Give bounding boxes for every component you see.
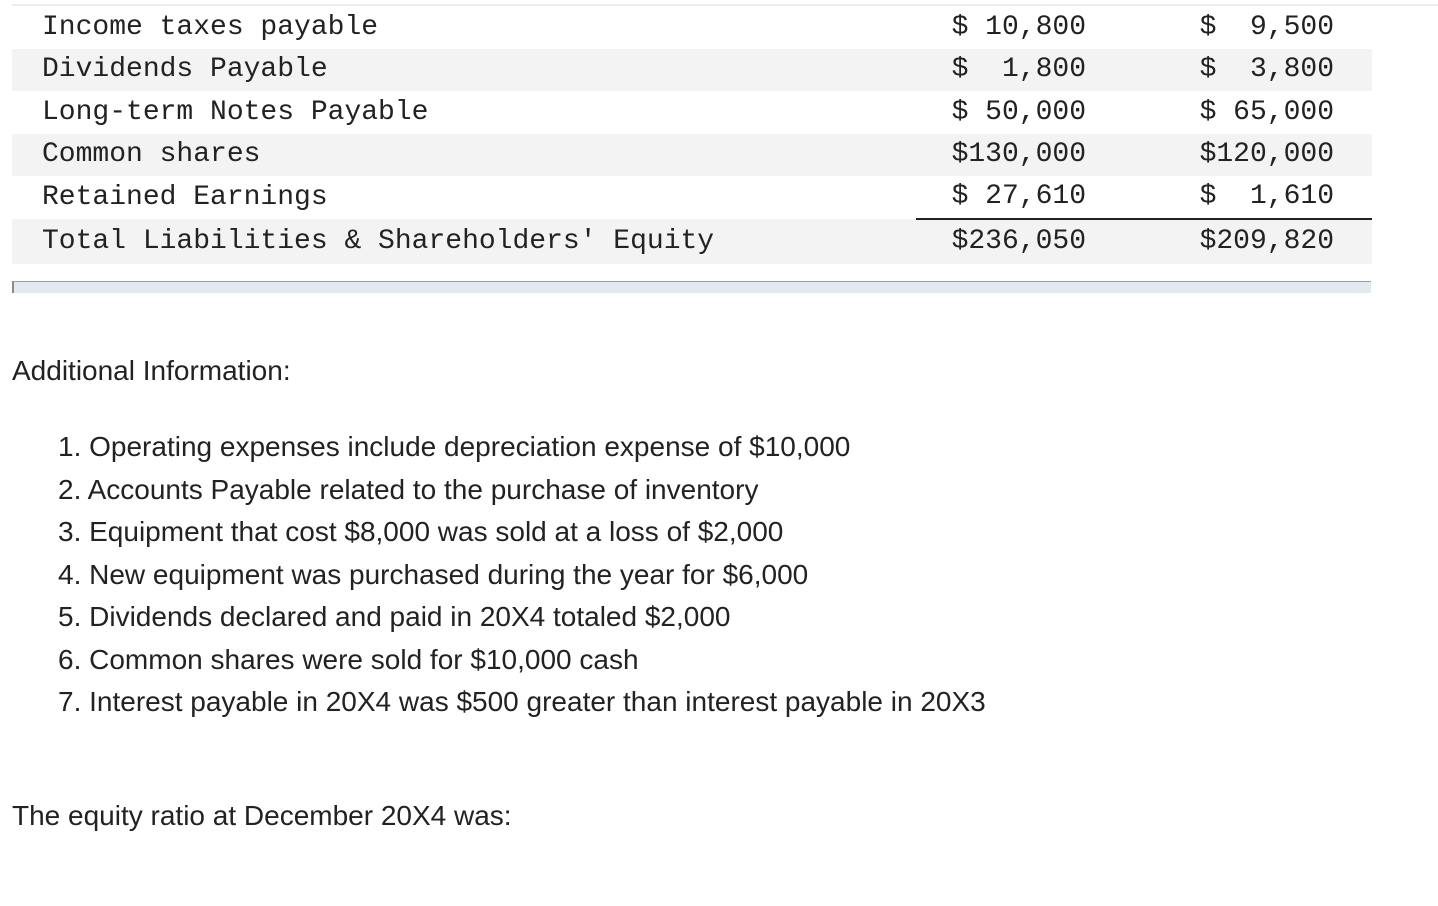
additional-info-list <box>58 426 986 724</box>
list-item: 1. Operating expenses include depreciation expense of $10,000 <box>58 431 851 462</box>
amount-20x3: $ 65,000 <box>1199 96 1334 128</box>
amount-20x3: $ 9,500 <box>1199 11 1334 43</box>
total-row <box>12 219 1372 264</box>
row-label: Dividends Payable <box>42 54 328 86</box>
list-item: 5. Dividends declared and paid in 20X4 totaled $2,000 <box>58 601 731 632</box>
amount-20x4: $130,000 <box>951 139 1086 171</box>
list-item: 7. Interest payable in 20X4 was $500 greater than interest payable in 20X3 <box>58 686 986 717</box>
table-row <box>12 49 1372 92</box>
table-row <box>12 91 1372 134</box>
amount-20x4: $ 50,000 <box>951 96 1086 128</box>
row-label: Long-term Notes Payable <box>42 96 429 128</box>
amount-20x3: $120,000 <box>1199 139 1334 171</box>
amount-20x4: $ 27,610 <box>916 176 1122 219</box>
table-row <box>12 6 1372 49</box>
row-label: Income taxes payable <box>42 11 379 43</box>
amount-20x3: $ 3,800 <box>1199 54 1334 86</box>
table-horizontal-scrollbar[interactable] <box>12 281 1371 293</box>
table-row <box>12 134 1372 177</box>
row-label: Common shares <box>42 139 261 171</box>
amount-20x4: $ 1,800 <box>951 54 1086 86</box>
question-text: The equity ratio at December 20X4 was: <box>12 800 512 831</box>
amount-20x4: $ 10,800 <box>951 11 1086 43</box>
amount-20x3: $ 1,610 <box>1122 176 1372 219</box>
additional-info-heading: Additional Information: <box>12 355 291 386</box>
list-item: 4. New equipment was purchased during the year for $6,000 <box>58 558 809 590</box>
total-label: Total Liabilities & Shareholders' Equity <box>42 225 715 257</box>
list-item: 3. Equipment that cost $8,000 was sold at a loss of $2,000 <box>58 516 784 547</box>
table-row <box>12 176 1372 219</box>
total-20x3: $209,820 <box>1199 226 1334 257</box>
row-label: Retained Earnings <box>42 181 328 213</box>
balance-sheet-table <box>12 6 1372 264</box>
list-item: 6. Common shares were sold for $10,000 cash <box>58 643 639 675</box>
list-item: 2. Accounts Payable related to the purchase of inventory <box>58 473 759 505</box>
total-20x4: $236,050 <box>951 226 1086 257</box>
